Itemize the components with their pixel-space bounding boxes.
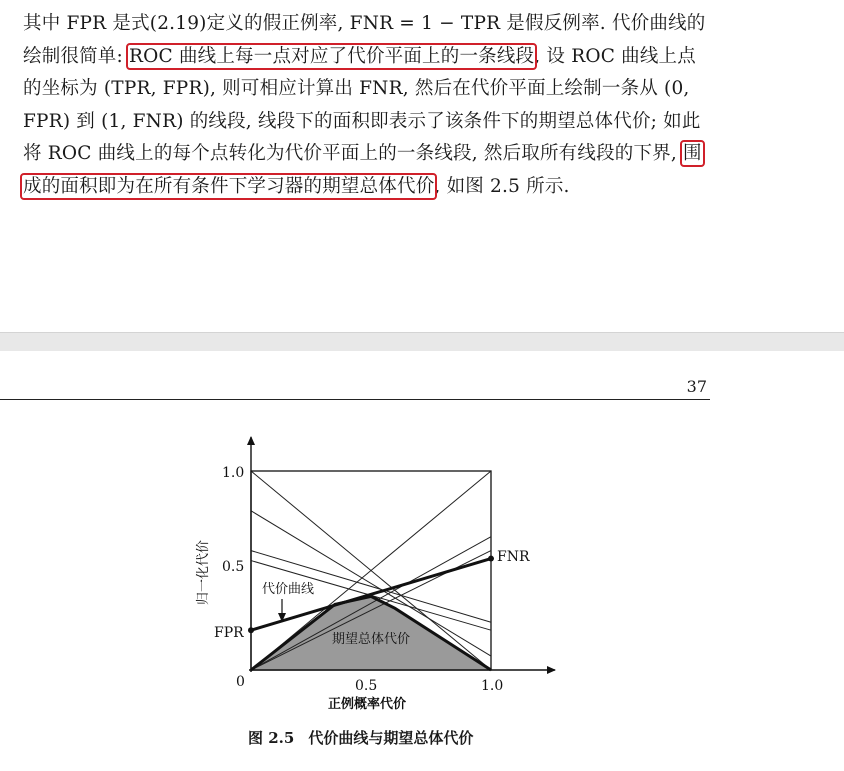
x-axis-label: 正例概率代价: [328, 697, 407, 712]
figure-caption: [248, 727, 473, 748]
caption-label: 图 2.5: [248, 729, 295, 747]
paragraph-text-middle: , 设 ROC 曲线上点的坐标为 (TPR, FPR), 则可相应计算出 FNR, 然后在代价平面上绘制一条从 (0, FPR) 到 (1, FNR) 的线段, 线段下的面积即表示了该条件下的期望总体代价; 如此将 ROC 曲线上的每个点转化为代价平面上的一条线段, 然后取所有线段的下界,: [23, 45, 701, 164]
ytick-0-5: 0.5: [222, 559, 245, 575]
fnr-label: FNR: [497, 549, 530, 565]
origin-label: 0: [236, 674, 245, 690]
caption-text: 代价曲线与期望总体代价: [308, 729, 474, 747]
fnr-point: [488, 556, 494, 562]
paragraph-text-before: 其中 FPR 是式(2.19)定义的假正例率, FNR = 1 − TPR 是假反例率. 代价曲线的绘制很简单:: [23, 13, 706, 67]
highlighted-phrase-1: ROC 曲线上每一点对应了代价平面上的一条线段: [129, 45, 535, 67]
fpr-label: FPR: [214, 625, 244, 641]
highlighted-phrase-2: 围成的面积即为在所有条件下学习器的期望总体代价: [23, 143, 702, 197]
paragraph-text-after: , 如图 2.5 所示.: [434, 175, 570, 197]
ytick-1: 1.0: [222, 465, 245, 481]
cost-curve-label: 代价曲线: [262, 582, 315, 597]
xtick-1: 1.0: [481, 678, 504, 694]
xtick-0-5: 0.5: [355, 678, 378, 694]
y-axis-label: 归一化代价: [196, 539, 211, 605]
expected-cost-label: 期望总体代价: [332, 632, 411, 647]
page-number: 37: [686, 377, 707, 396]
